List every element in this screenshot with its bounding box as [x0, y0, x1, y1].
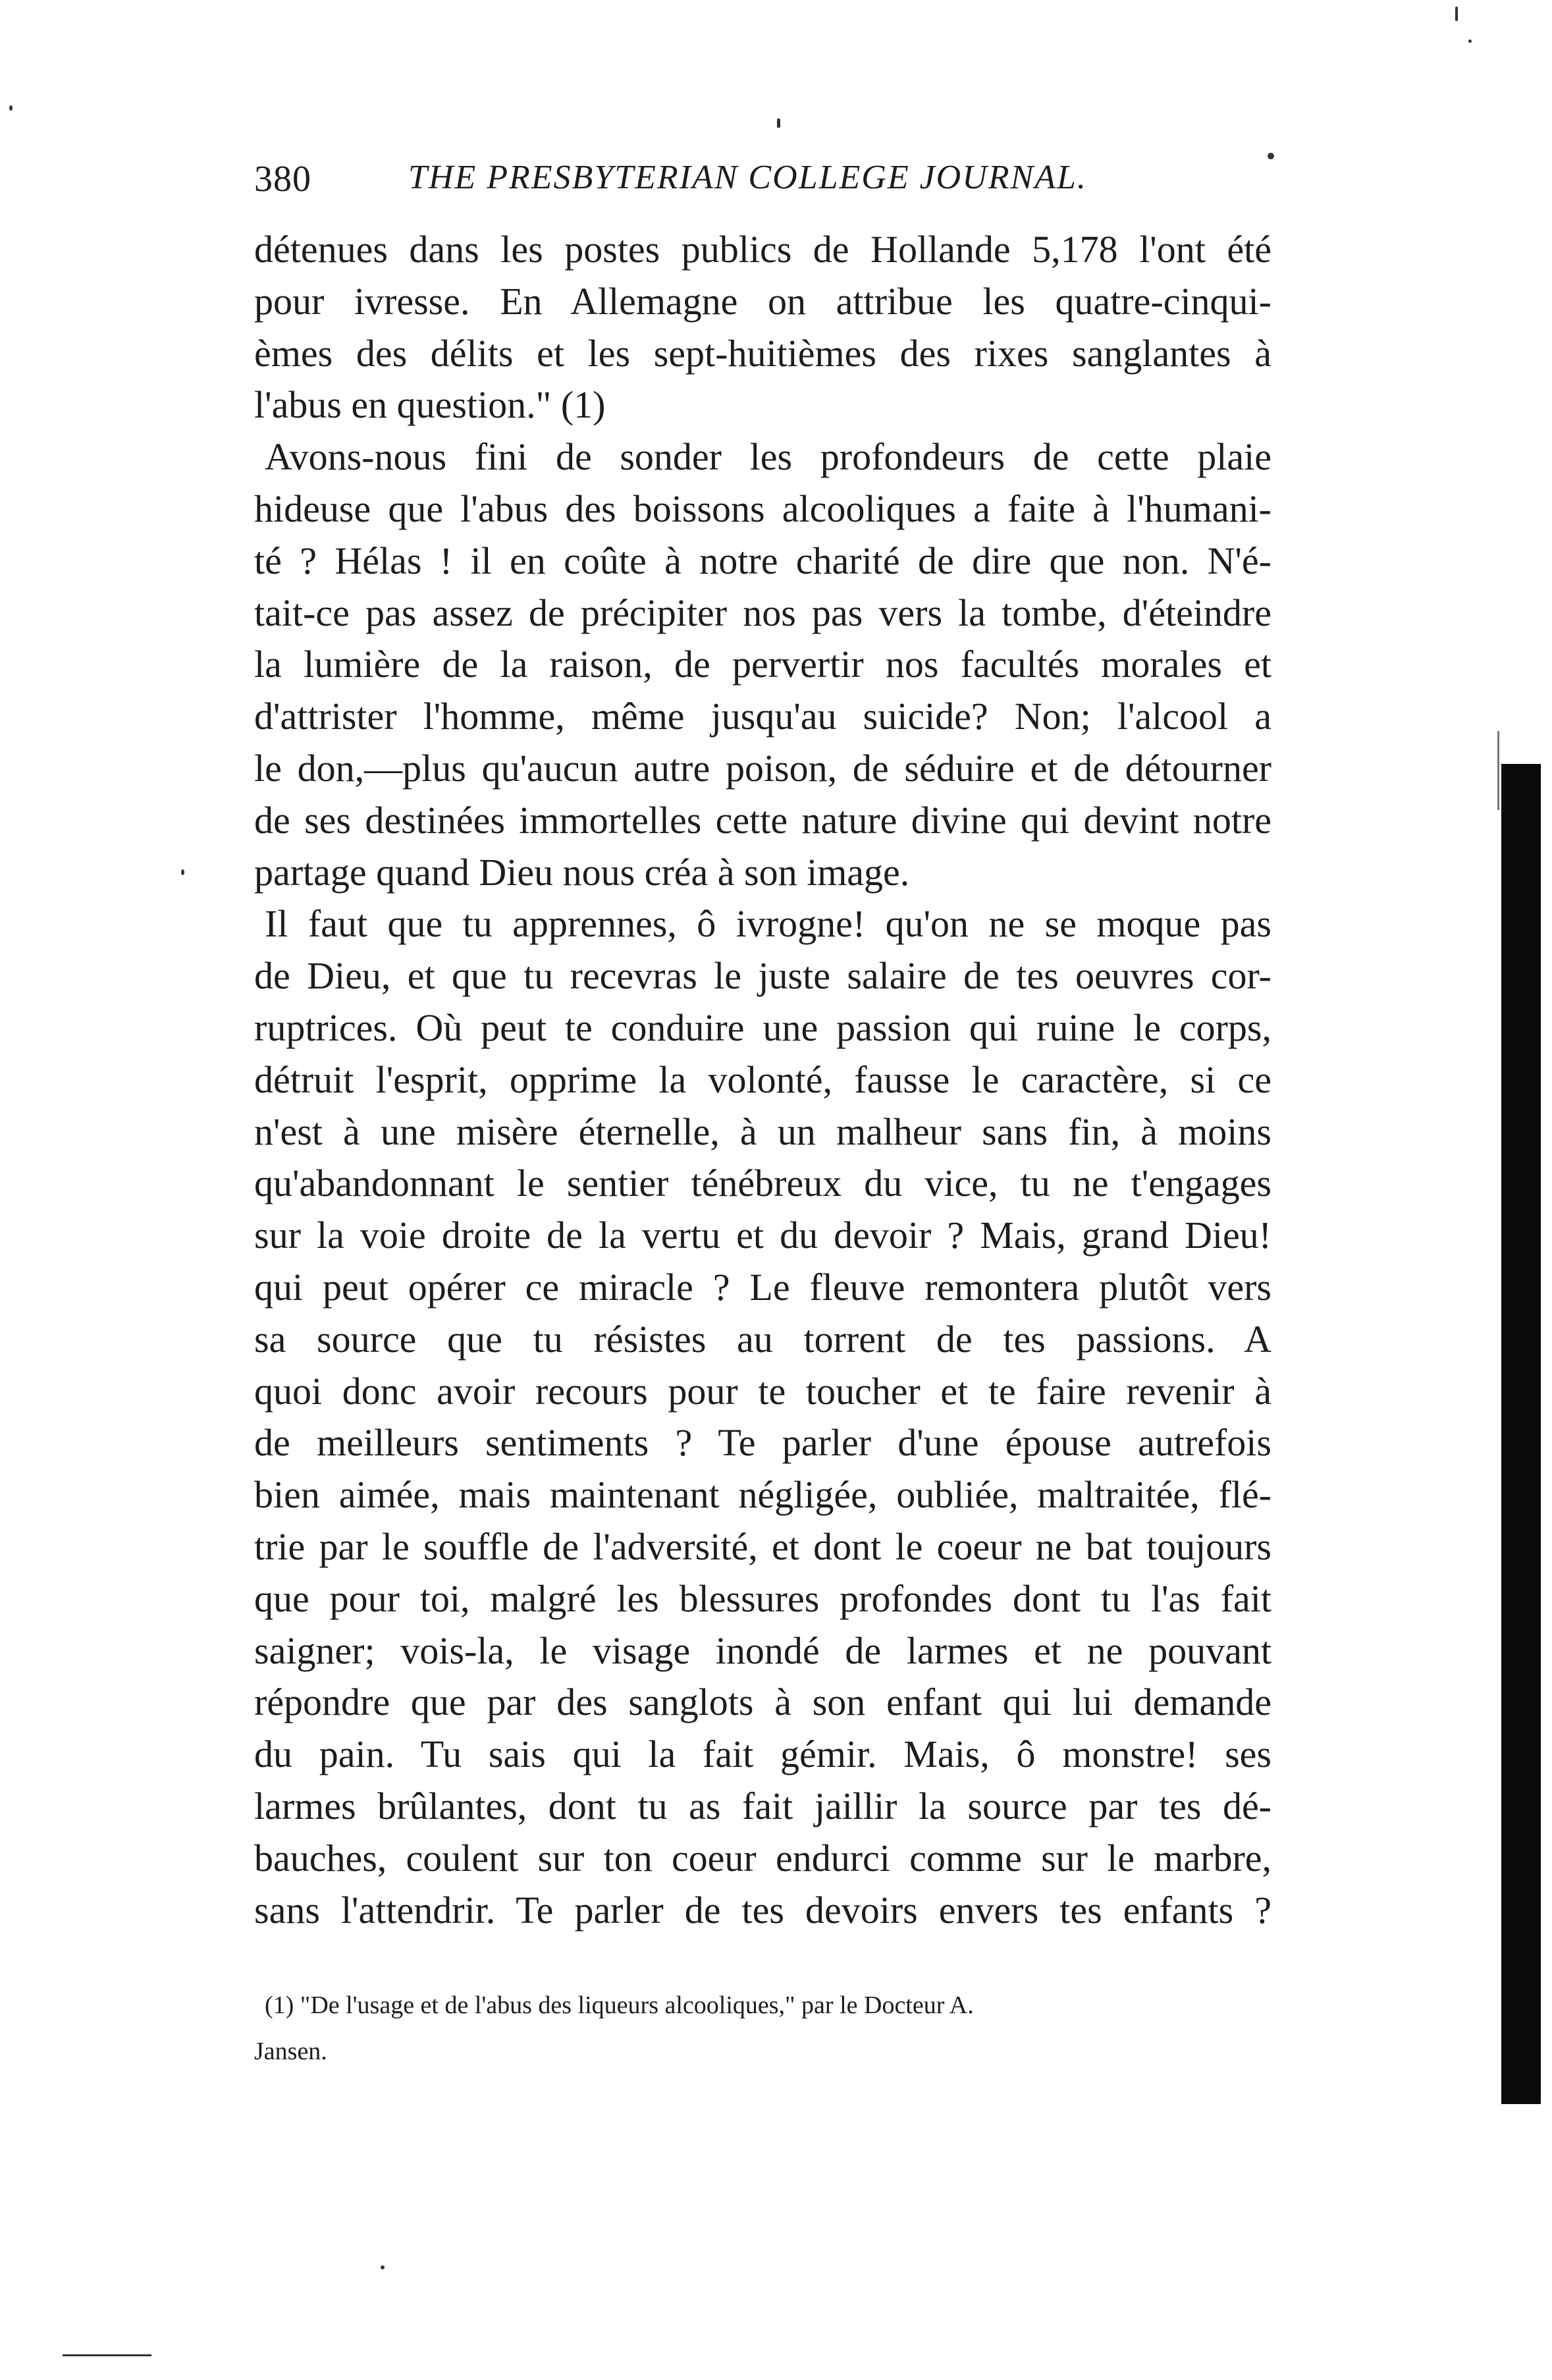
text-line: que pour toi, malgré les blessures profondes dont tu l'as fait	[254, 1577, 1271, 1620]
text-line: té ? Hélas ! il en coûte à notre charité de dire que non. N'é-	[254, 539, 1271, 582]
text-line: détenues dans les postes publics de Hollande 5,178 l'ont été	[254, 228, 1271, 271]
text-line: qui peut opérer ce miracle ? Le fleuve remontera plutôt vers	[254, 1265, 1271, 1309]
text-line: répondre que par des sanglots à son enfant qui lui demande	[254, 1681, 1271, 1724]
text-line: d'attrister l'homme, même jusqu'au suicide? Non; l'alcool a	[254, 695, 1271, 738]
scan-speck	[381, 2265, 385, 2269]
scan-bottom-rule	[63, 2354, 151, 2356]
text-line: quoi donc avoir recours pour te toucher et te faire revenir à	[254, 1369, 1271, 1413]
scan-edge-line	[1497, 731, 1499, 810]
text-line: l'abus en question." (1)	[254, 383, 606, 427]
text-line: sur la voie droite de la vertu et du devoir ? Mais, grand Dieu!	[254, 1214, 1271, 1257]
footnote	[254, 1982, 1271, 2074]
text-line: la lumière de la raison, de pervertir nos facultés morales et	[254, 643, 1271, 686]
scan-speck	[1455, 7, 1458, 21]
text-line: de Dieu, et que tu recevras le juste salaire de tes oeuvres cor-	[254, 954, 1271, 998]
text-line: de ses destinées immortelles cette nature divine qui devint notre	[254, 798, 1271, 842]
paragraph-start-line: Avons-nous fini de sonder les profondeurs de cette plaie	[265, 435, 1271, 479]
text-line: du pain. Tu sais qui la fait gémir. Mais, ô monstre! ses	[254, 1733, 1271, 1776]
text-line: pour ivresse. En Allemagne on attribue les quatre-cinqui-	[254, 279, 1271, 323]
page-number: 380	[254, 159, 311, 200]
text-line: bien aimée, mais maintenant négligée, oubliée, maltraitée, flé-	[254, 1473, 1271, 1517]
text-line: partage quand Dieu nous créa à son image.	[254, 850, 910, 894]
text-line: larmes brûlantes, dont tu as fait jaillir la source par tes dé-	[254, 1784, 1271, 1827]
footnote-line: Jansen.	[254, 2038, 327, 2065]
paragraph-start-line: Il faut que tu apprennes, ô ivrogne! qu'on ne se moque pas	[265, 902, 1271, 946]
footnote-line: (1) "De l'usage et de l'abus des liqueurs alcooliques," par le Docteur A.	[265, 1991, 974, 2019]
scan-speck	[1468, 40, 1472, 43]
scan-edge-bar	[1501, 764, 1541, 2104]
running-head: THE PRESBYTERIAN COLLEGE JOURNAL.	[408, 159, 1087, 196]
text-line: trie par le souffle de l'adversité, et dont le coeur ne bat toujours	[254, 1525, 1271, 1568]
text-line: détruit l'esprit, opprime la volonté, fausse le caractère, si ce	[254, 1058, 1271, 1101]
text-line: n'est à une misère éternelle, à un malheur sans fin, à moins	[254, 1110, 1271, 1153]
text-line: sans l'attendrir. Te parler de tes devoirs envers tes enfants ?	[254, 1888, 1271, 1932]
text-line: saigner; vois-la, le visage inondé de larmes et ne pouvant	[254, 1629, 1271, 1672]
text-line: de meilleurs sentiments ? Te parler d'une épouse autrefois	[254, 1421, 1271, 1465]
scan-speck	[1268, 153, 1274, 159]
text-line: tait-ce pas assez de précipiter nos pas vers la tombe, d'éteindre	[254, 591, 1271, 634]
text-line: le don,—plus qu'aucun autre poison, de séduire et de détourner	[254, 746, 1271, 790]
text-line: hideuse que l'abus des boissons alcooliques a faite à l'humani-	[254, 487, 1271, 530]
scan-speck	[9, 105, 13, 111]
text-line: qu'abandonnant le sentier ténébreux du vice, tu ne t'engages	[254, 1162, 1271, 1205]
text-line: bauches, coulent sur ton coeur endurci comme sur le marbre,	[254, 1836, 1271, 1880]
body-text	[254, 224, 1271, 1936]
text-line: sa source que tu résistes au torrent de tes passions. A	[254, 1317, 1271, 1361]
scan-speck	[777, 119, 780, 128]
scan-speck	[181, 869, 184, 875]
text-line: èmes des délits et les sept-huitièmes des rixes sanglantes à	[254, 331, 1271, 375]
text-line: ruptrices. Où peut te conduire une passion qui ruine le corps,	[254, 1006, 1271, 1049]
